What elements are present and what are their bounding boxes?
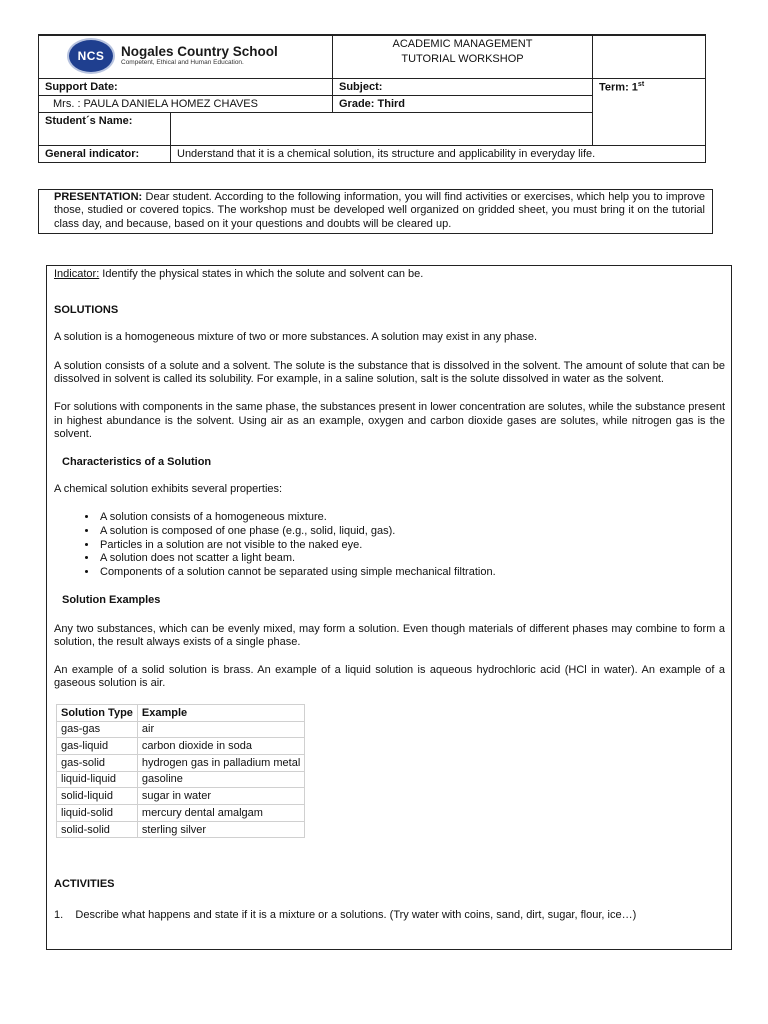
support-date-label: Support Date:: [39, 79, 333, 96]
characteristics-title: Characteristics of a Solution: [62, 455, 212, 468]
list-item: • A solution is composed of one phase (e.g., solid, liquid, gas).: [98, 525, 725, 539]
general-indicator-label: General indicator:: [39, 146, 171, 163]
presentation-text: Dear student. According to the following information, you will find activities or exercises, which help you to improve those, studied or covered topics. The workshop must be developed well organized on gridded sheet, you must bring it on the tutorial class day, and because, based on it your questions and doubts will be cleared up.: [54, 191, 705, 230]
title-blank-cell: [593, 35, 706, 79]
list-item: • A solution consists of a homogeneous mixture.: [98, 511, 725, 525]
table-row: liquid-solid mercury dental amalgam: [57, 805, 305, 822]
paragraph-5: An example of a solid solution is brass. An example of a liquid solution is aqueous hydrochloric acid (HCl in water). An example of a gaseous solution is air.: [54, 663, 725, 690]
properties-intro: A chemical solution exhibits several properties:: [54, 483, 283, 496]
school-name: Nogales Country School: [121, 44, 278, 59]
general-indicator-text: Understand that it is a chemical solution, its structure and applicability in everyday life.: [171, 146, 706, 163]
presentation-box: [38, 189, 713, 234]
paragraph-1: A solution is a homogeneous mixture of two or more substances. A solution may exist in any phase.: [54, 331, 538, 344]
activity-1: 1. Describe what happens and state if it is a mixture or a solutions. (Try water with coins, sand, dirt, sugar, flour, ice…): [54, 908, 637, 921]
subject-label: Subject:: [333, 79, 593, 96]
table-row: solid-solid sterling silver: [57, 821, 305, 838]
list-item: • A solution does not scatter a light beam.: [98, 552, 725, 566]
teacher-name: Mrs. : PAULA DANIELA HOMEZ CHAVES: [39, 96, 333, 113]
paragraph-2: A solution consists of a solute and a solvent. The solute is the substance that is dissolved in the solvent. The amount of solute that can be dissolved in solvent is called its solubility. For example, in a saline solution, salt is the solute dissolved in water as the solvent.: [54, 359, 725, 386]
term-label: Term: 1st: [593, 79, 706, 146]
student-name-label: Student´s Name:: [39, 113, 171, 146]
school-logo-icon: NCS: [67, 38, 115, 74]
properties-list: [54, 511, 725, 580]
indicator: [54, 268, 725, 282]
school-motto: Competent, Ethical and Human Education.: [121, 59, 244, 66]
list-item: • Components of a solution cannot be separated using simple mechanical filtration.: [98, 566, 725, 580]
grade-label: Grade: Third: [333, 96, 593, 113]
table-row: gas-liquid carbon dioxide in soda: [57, 738, 305, 755]
examples-title: Solution Examples: [62, 593, 161, 606]
paragraph-3: For solutions with components in the same phase, the substances present in lower concentration are solutes, while the substance present in highest abundance is the solvent. Using air as an example, oxygen and carbon dioxide gases are solutes, while nitrogen gas is the solvent.: [54, 400, 725, 441]
table-row: liquid-liquid gasoline: [57, 771, 305, 788]
table-row: gas-solid hydrogen gas in palladium metal: [57, 754, 305, 771]
paragraph-4: Any two substances, which can be evenly mixed, may form a solution. Even though materials of different phases may combine to form a solution, the result always exists of a single phase.: [54, 622, 725, 649]
school-logo-cell: [39, 35, 333, 79]
solutions-title: SOLUTIONS: [54, 303, 119, 316]
header-table: [38, 34, 706, 163]
indicator-text: Identify the physical states in which the solute and solvent can be.: [99, 268, 424, 280]
list-item: • Particles in a solution are not visible to the naked eye.: [98, 539, 725, 553]
document-title: ACADEMIC MANAGEMENT TUTORIAL WORKSHOP: [333, 35, 593, 79]
student-name-field[interactable]: [171, 113, 593, 146]
indicator-label: Indicator:: [54, 268, 100, 280]
content-box: [46, 265, 732, 950]
activities-title: ACTIVITIES: [54, 878, 115, 891]
table-header-row: Solution Type Example: [57, 704, 305, 721]
table-row: solid-liquid sugar in water: [57, 788, 305, 805]
examples-table: [56, 704, 305, 839]
table-row: gas-gas air: [57, 721, 305, 738]
presentation-label: PRESENTATION:: [54, 191, 143, 203]
